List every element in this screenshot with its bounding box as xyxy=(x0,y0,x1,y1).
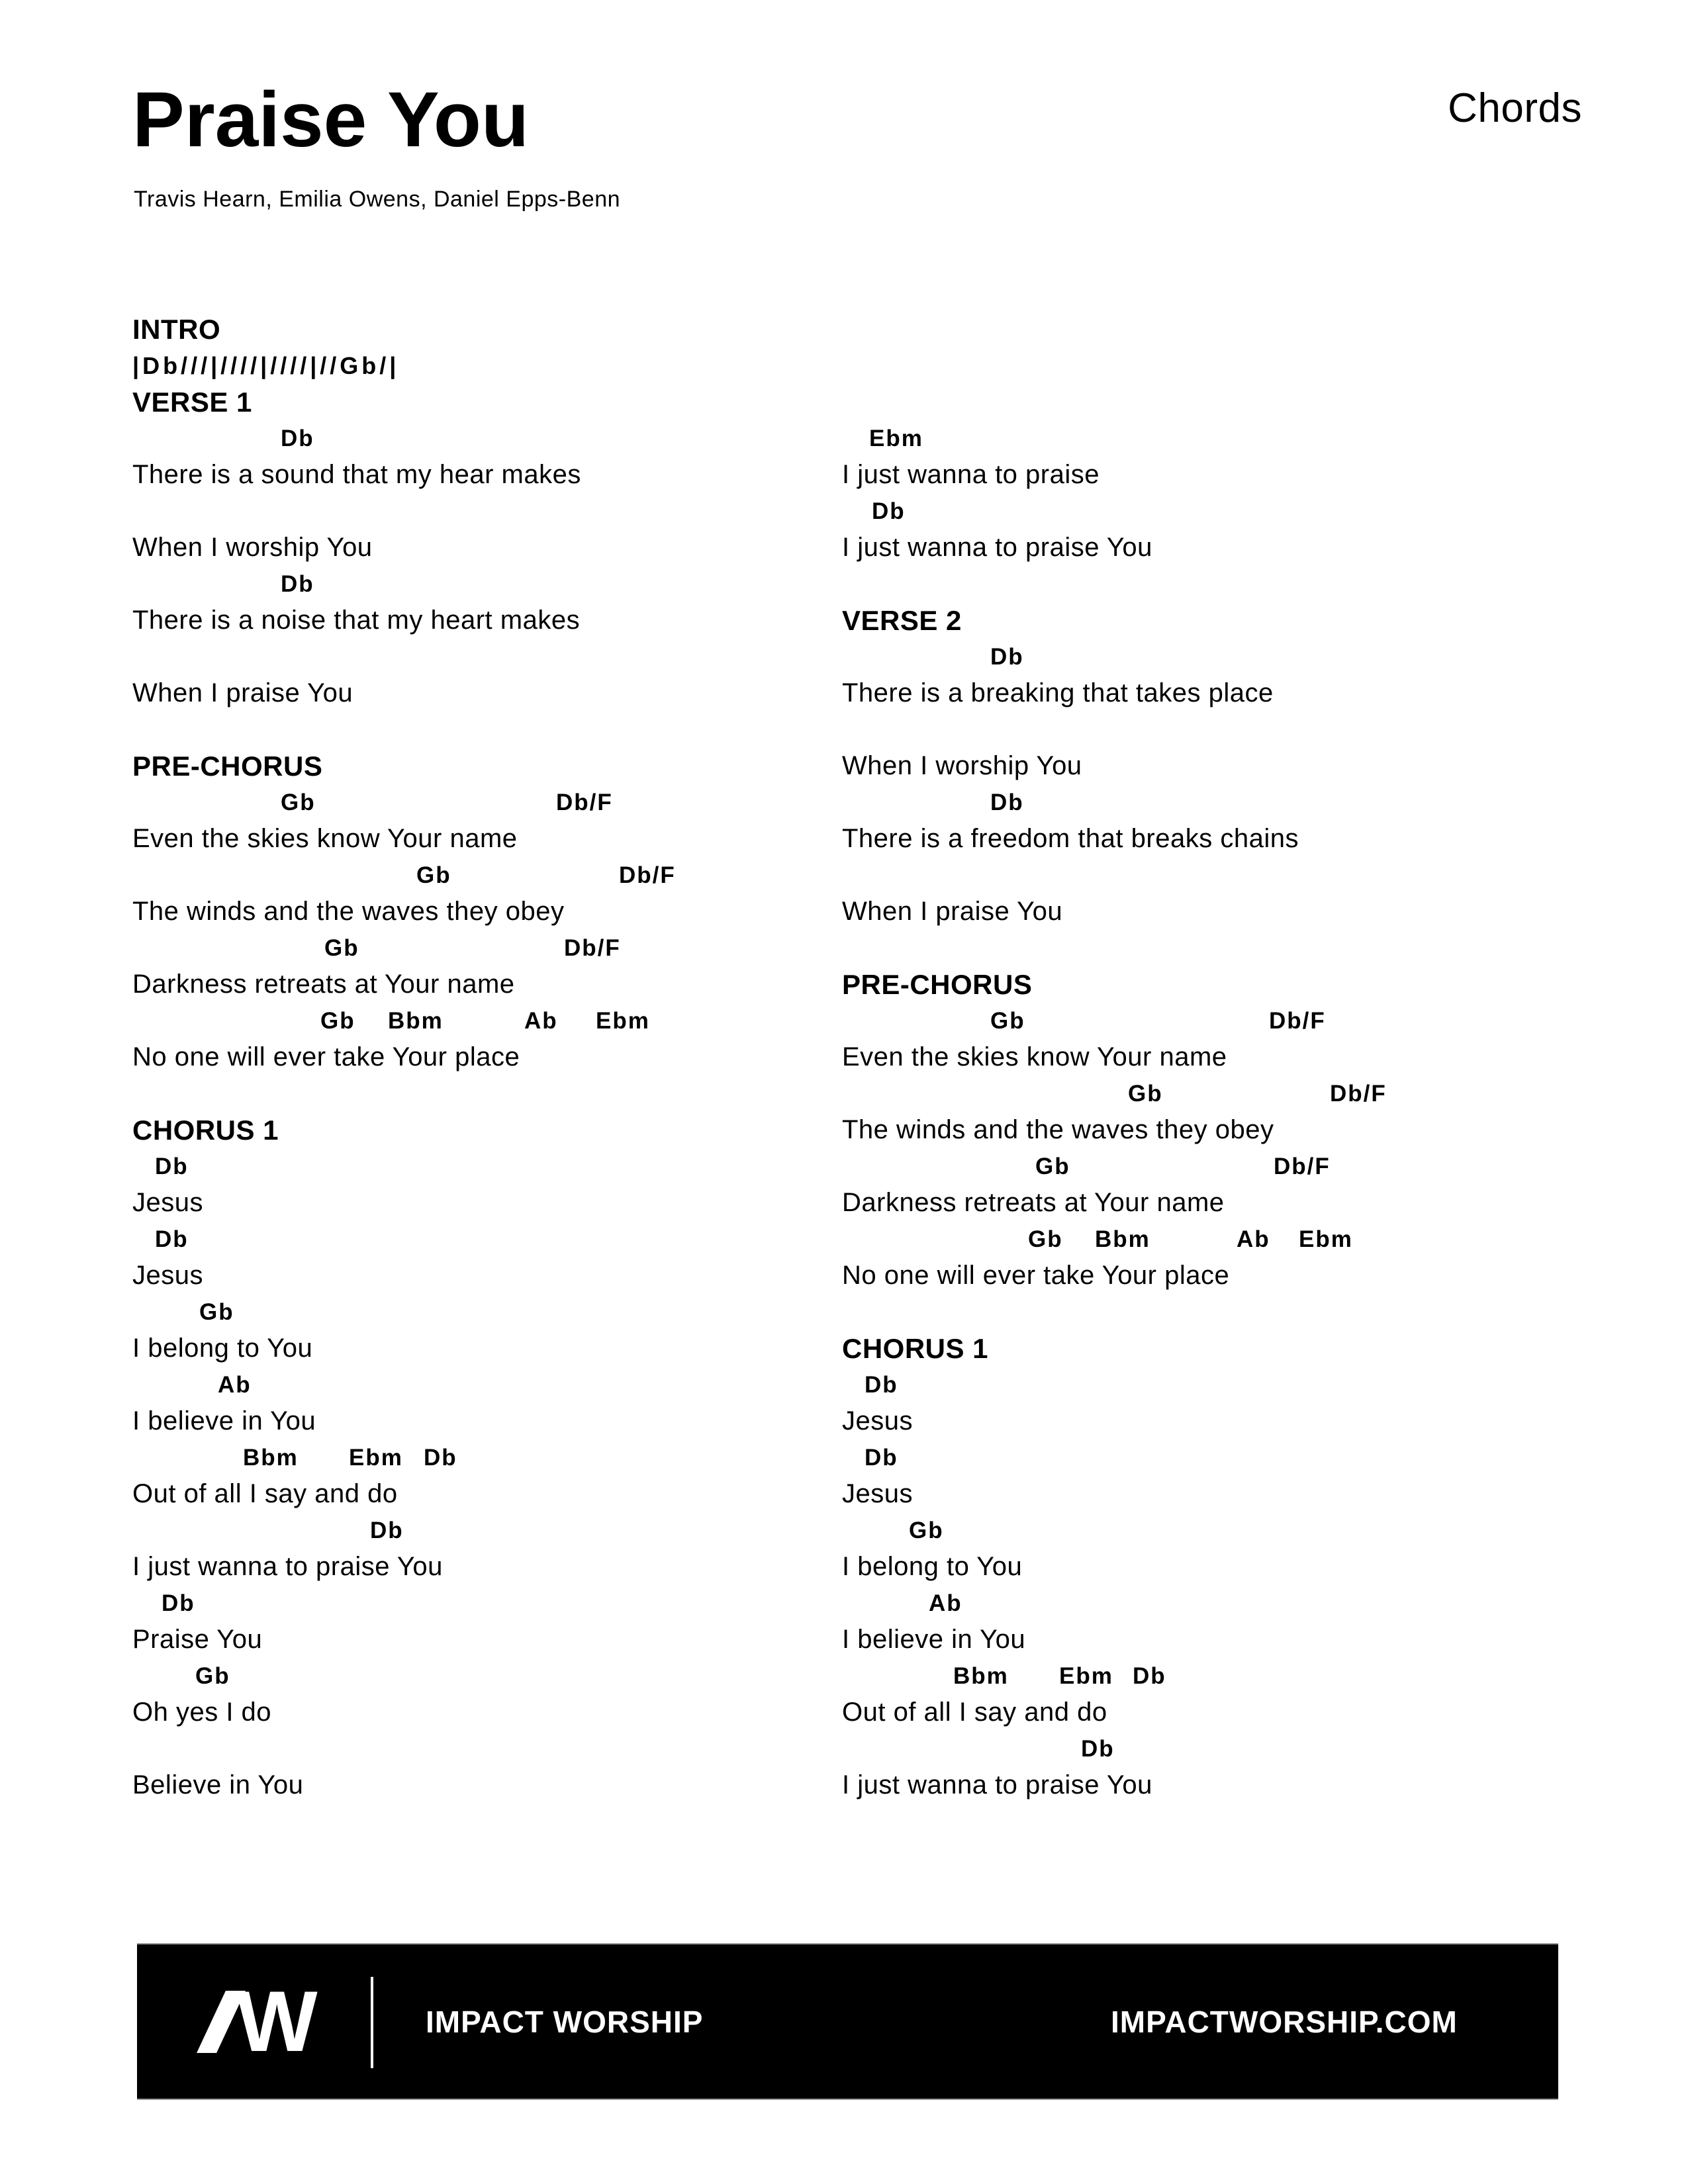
chord-symbol: Db xyxy=(370,1518,404,1543)
chord-bar-line: |Db///|////|////|//Gb/| xyxy=(132,352,400,379)
section-heading: VERSE 1 xyxy=(132,387,252,418)
chord-line xyxy=(132,1221,834,1257)
blank-line xyxy=(842,384,1544,420)
blank-line xyxy=(132,1075,834,1112)
chord-symbol: Db xyxy=(865,1445,898,1471)
logo-star-icon: ★ xyxy=(219,2007,235,2027)
lyric-line: When I worship You xyxy=(132,533,373,562)
lyric-line: There is a breaking that takes place xyxy=(842,678,1274,707)
lyric-line: When I worship You xyxy=(842,751,1082,780)
lyric-line: I just wanna to praise You xyxy=(842,533,1152,562)
chord-symbol: Db xyxy=(424,1445,457,1471)
chord-line xyxy=(132,566,834,602)
chord-symbol: Gb xyxy=(1035,1154,1070,1179)
chord-symbol: Db xyxy=(990,644,1024,670)
chord-symbol: Db/F xyxy=(1274,1154,1331,1179)
chord-symbol: Bbm xyxy=(953,1663,1009,1689)
lyric-line: The winds and the waves they obey xyxy=(842,1115,1274,1144)
footer-divider xyxy=(371,1977,373,2068)
lyric-line: Believe in You xyxy=(132,1770,304,1799)
blank-line xyxy=(842,930,1544,966)
section-heading: CHORUS 1 xyxy=(842,1333,989,1364)
chord-line xyxy=(132,1658,834,1694)
chord-symbol: Db/F xyxy=(1330,1081,1387,1107)
chord-line xyxy=(842,1148,1544,1185)
chord-symbol: Db xyxy=(1081,1736,1115,1762)
lyric-line: There is a freedom that breaks chains xyxy=(842,824,1299,853)
lyric-line: Jesus xyxy=(132,1188,203,1217)
lyric-line: There is a sound that my hear makes xyxy=(132,460,581,489)
chord-symbol: Bbm xyxy=(243,1445,299,1471)
lyric-line: I just wanna to praise xyxy=(842,460,1100,489)
chord-symbol: Ab xyxy=(524,1008,558,1034)
chord-line xyxy=(842,1658,1544,1694)
chord-symbol: Ebm xyxy=(1299,1226,1353,1252)
logo-w-letter: W xyxy=(236,1972,318,2070)
chord-symbol: Db/F xyxy=(564,935,621,961)
song-column-left xyxy=(132,311,834,1803)
chord-line xyxy=(842,1731,1544,1767)
footer-brand-text: IMPACT WORSHIP xyxy=(426,2004,704,2039)
lyric-line: There is a noise that my heart makes xyxy=(132,606,581,635)
blank-line xyxy=(132,1731,834,1767)
lyric-line: Darkness retreats at Your name xyxy=(132,970,515,999)
chord-symbol: Bbm xyxy=(388,1008,444,1034)
chord-symbol: Db xyxy=(281,426,314,451)
lyric-line: I belong to You xyxy=(842,1552,1023,1581)
lyric-line: When I praise You xyxy=(132,678,353,707)
chord-line xyxy=(842,1221,1544,1257)
section-heading: VERSE 2 xyxy=(842,605,962,636)
blank-line xyxy=(132,493,834,529)
chord-symbol: Db xyxy=(281,571,314,597)
lyric-line: When I praise You xyxy=(842,897,1063,926)
chord-symbol: Db xyxy=(162,1590,195,1616)
chord-line xyxy=(842,1585,1544,1621)
chord-symbol: Gb xyxy=(990,1008,1025,1034)
lyric-line: Jesus xyxy=(132,1261,203,1290)
chord-symbol: Db xyxy=(1133,1663,1166,1689)
blank-line xyxy=(842,347,1544,384)
chord-symbol: Ebm xyxy=(1059,1663,1113,1689)
chord-symbol: Db/F xyxy=(1269,1008,1326,1034)
lyric-line: Oh yes I do xyxy=(132,1698,272,1727)
chord-symbol: Db xyxy=(872,498,906,524)
chord-symbol: Gb xyxy=(909,1518,944,1543)
chord-line xyxy=(842,1003,1544,1039)
chord-symbol: Db/F xyxy=(619,862,676,888)
lyric-line: I belong to You xyxy=(132,1334,313,1363)
lyric-line: Jesus xyxy=(842,1479,913,1508)
lyric-line: I just wanna to praise You xyxy=(842,1770,1152,1799)
chord-symbol: Ab xyxy=(929,1590,962,1616)
lyric-line: I just wanna to praise You xyxy=(132,1552,443,1581)
chord-symbol: Gb xyxy=(324,935,359,961)
chord-symbol: Gb xyxy=(199,1299,234,1325)
chord-line xyxy=(132,1003,834,1039)
chord-line xyxy=(842,784,1544,821)
chord-line xyxy=(132,1148,834,1185)
chord-line xyxy=(132,930,834,966)
doc-type-label: Chords xyxy=(1448,85,1582,131)
lyric-line: Out of all I say and do xyxy=(842,1698,1107,1727)
lyric-line: Out of all I say and do xyxy=(132,1479,398,1508)
lyric-line: Darkness retreats at Your name xyxy=(842,1188,1225,1217)
chord-symbol: Db xyxy=(865,1372,898,1398)
blank-line xyxy=(132,639,834,675)
footer-website-text: IMPACTWORSHIP.COM xyxy=(1111,2004,1458,2039)
chord-line xyxy=(842,1075,1544,1112)
chord-symbol: Gb xyxy=(320,1008,355,1034)
chord-symbol: Ab xyxy=(218,1372,252,1398)
chord-line xyxy=(132,1512,834,1549)
chord-symbol: Ab xyxy=(1237,1226,1270,1252)
chord-symbol: Ebm xyxy=(349,1445,403,1471)
chord-line xyxy=(132,1439,834,1476)
chord-line xyxy=(132,420,834,457)
section-heading: INTRO xyxy=(132,314,221,345)
chord-symbol: Gb xyxy=(1028,1226,1063,1252)
section-heading: CHORUS 1 xyxy=(132,1115,279,1146)
lyric-line: Jesus xyxy=(842,1406,913,1435)
lyric-line: I believe in You xyxy=(842,1625,1026,1654)
page-title: Praise You xyxy=(132,76,530,163)
chord-line xyxy=(842,1367,1544,1403)
chord-symbol: Db/F xyxy=(556,790,613,815)
song-column-right xyxy=(842,311,1544,1803)
footer-bar xyxy=(137,1943,1558,2100)
lyric-line: Even the skies know Your name xyxy=(842,1042,1227,1071)
chord-symbol: Gb xyxy=(416,862,451,888)
chord-symbol: Db xyxy=(990,790,1024,815)
chord-line xyxy=(132,784,834,821)
chord-line xyxy=(842,420,1544,457)
chord-symbol: Gb xyxy=(1128,1081,1163,1107)
impact-worship-logo xyxy=(197,1972,389,2070)
chord-symbol: Ebm xyxy=(869,426,923,451)
chord-line xyxy=(132,1585,834,1621)
lyric-line: The winds and the waves they obey xyxy=(132,897,565,926)
chord-symbol: Db xyxy=(155,1226,189,1252)
chord-line xyxy=(132,1367,834,1403)
lyric-line: I believe in You xyxy=(132,1406,316,1435)
chord-symbol: Ebm xyxy=(596,1008,650,1034)
blank-line xyxy=(842,711,1544,748)
chord-symbol: Db xyxy=(155,1154,189,1179)
chord-line xyxy=(132,857,834,893)
chord-line xyxy=(842,493,1544,529)
song-authors: Travis Hearn, Emilia Owens, Daniel Epps-Benn xyxy=(134,187,621,212)
blank-line xyxy=(842,1294,1544,1330)
lyric-line: No one will ever take Your place xyxy=(132,1042,520,1071)
blank-line xyxy=(132,711,834,748)
section-heading: PRE-CHORUS xyxy=(132,751,323,782)
blank-line xyxy=(842,566,1544,602)
blank-line xyxy=(842,311,1544,347)
blank-line xyxy=(842,857,1544,893)
chord-line xyxy=(842,639,1544,675)
chord-symbol: Gb xyxy=(195,1663,230,1689)
lyric-line: Praise You xyxy=(132,1625,263,1654)
chord-line xyxy=(842,1439,1544,1476)
lyric-line: No one will ever take Your place xyxy=(842,1261,1230,1290)
section-heading: PRE-CHORUS xyxy=(842,969,1033,1000)
chord-symbol: Gb xyxy=(281,790,316,815)
lyric-line: Even the skies know Your name xyxy=(132,824,518,853)
chord-line xyxy=(132,1294,834,1330)
chord-symbol: Bbm xyxy=(1095,1226,1150,1252)
chord-line xyxy=(842,1512,1544,1549)
